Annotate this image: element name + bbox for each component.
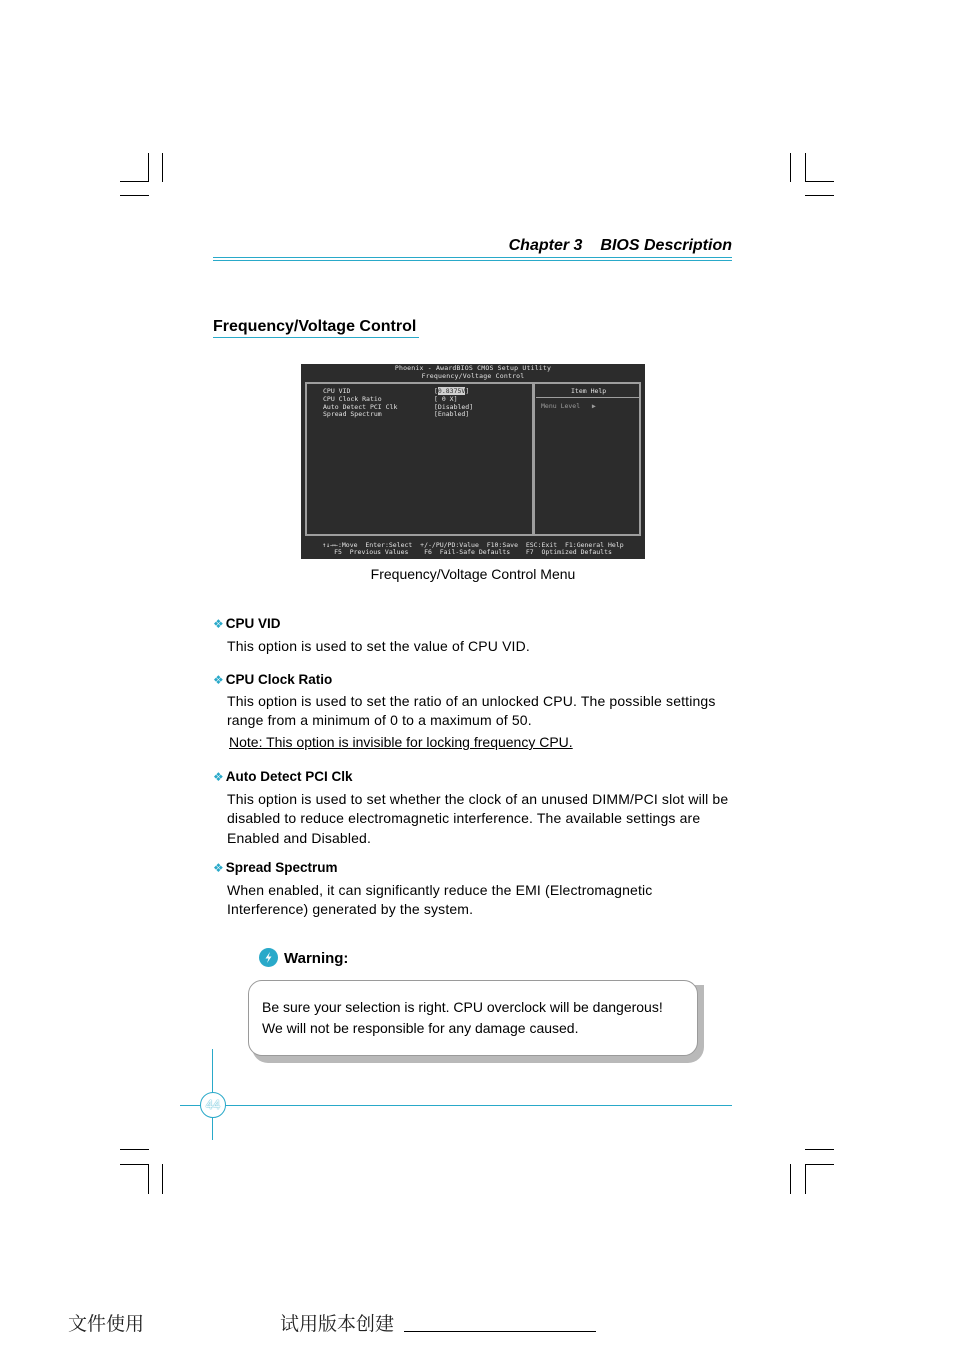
- bios-item-help-title: Item Help: [571, 387, 607, 395]
- bios-help-divider: [536, 397, 640, 398]
- section-title: Frequency/Voltage Control: [213, 318, 419, 338]
- option-text-cpu-clock-ratio: This option is used to set the ratio of an unlocked CPU. The possible settings range from a minimum of 0 to a maximum of 50.: [227, 693, 716, 729]
- bios-footer-keys: ↑↓→←:Move Enter:Select +/-/PU/PD:Value F10:Save ESC:Exit F1:General Help: [322, 541, 624, 549]
- bios-subtitle: Frequency/Voltage Control: [421, 372, 525, 380]
- header-rule-top: [213, 257, 732, 258]
- watermark-underline: [404, 1331, 596, 1332]
- option-note: Note: This option is invisible for locking frequency CPU.: [229, 734, 573, 750]
- option-heading-cpu-vid: [213, 616, 281, 631]
- bios-title: Phoenix - AwardBIOS CMOS Setup Utility: [394, 364, 552, 372]
- option-title: CPU Clock Ratio: [225, 672, 333, 687]
- bios-footer-functions: F5 Previous Values F6 Fail-Safe Defaults F7 Optimized Defaults: [334, 548, 612, 556]
- bios-value-auto-detect-pci: [Disabled]: [434, 403, 474, 411]
- option-title: CPU VID: [225, 616, 281, 631]
- page-horizontal-rule: [180, 1105, 732, 1106]
- figure-caption: Frequency/Voltage Control Menu: [370, 566, 576, 582]
- option-text-spread-spectrum: When enabled, it can significantly reduce the EMI (Electromagnetic Interference) generated by the system.: [227, 882, 653, 918]
- bios-item-cpu-vid: CPU VID: [323, 387, 351, 395]
- bios-item-auto-detect-pci: Auto Detect PCI Clk: [323, 403, 398, 411]
- warning-icon: [259, 948, 278, 967]
- warning-line-1: Be sure your selection is right. CPU overclock will be dangerous!: [262, 999, 663, 1015]
- header-rule-bottom: [213, 260, 732, 261]
- chapter-header: [430, 237, 732, 255]
- warning-line-2: We will not be responsible for any damage caused.: [262, 1020, 579, 1036]
- diamond-bullet-icon: ❖: [213, 673, 224, 687]
- page-number: 44: [200, 1092, 226, 1118]
- bios-item-cpu-clock-ratio: CPU Clock Ratio: [323, 395, 382, 403]
- chapter-number: Chapter 3: [508, 237, 583, 254]
- warning-title: Warning:: [284, 950, 349, 967]
- warning-text: [262, 997, 663, 1039]
- diamond-bullet-icon: ❖: [213, 770, 224, 784]
- option-text-auto-detect-pci: This option is used to set whether the clock of an unused DIMM/PCI slot will be disabled to reduce electromagnetic interference. The available settings are Enabled and Disabled.: [227, 791, 729, 846]
- option-heading-auto-detect-pci: [213, 769, 353, 784]
- watermark-left: 文件使用: [68, 1313, 145, 1335]
- diamond-bullet-icon: ❖: [213, 617, 224, 631]
- bios-menu-level: Menu Level ▶: [541, 402, 596, 410]
- chapter-title: BIOS Description: [600, 237, 732, 254]
- watermark-right: 试用版本创建: [280, 1313, 395, 1335]
- option-text-cpu-vid: This option is used to set the value of CPU VID.: [227, 638, 530, 654]
- option-heading-spread-spectrum: [213, 860, 338, 875]
- option-title: Auto Detect PCI Clk: [225, 769, 353, 784]
- bios-value-cpu-clock-ratio: [ 0 X]: [434, 395, 458, 403]
- option-title: Spread Spectrum: [225, 860, 338, 875]
- bios-screenshot: [301, 364, 645, 559]
- bios-value-cpu-vid: [0.8375V]: [434, 387, 470, 395]
- diamond-bullet-icon: ❖: [213, 861, 224, 875]
- bios-value-spread-spectrum: [Enabled]: [434, 410, 470, 418]
- option-heading-cpu-clock-ratio: [213, 672, 332, 687]
- bios-item-spread-spectrum: Spread Spectrum: [323, 410, 382, 418]
